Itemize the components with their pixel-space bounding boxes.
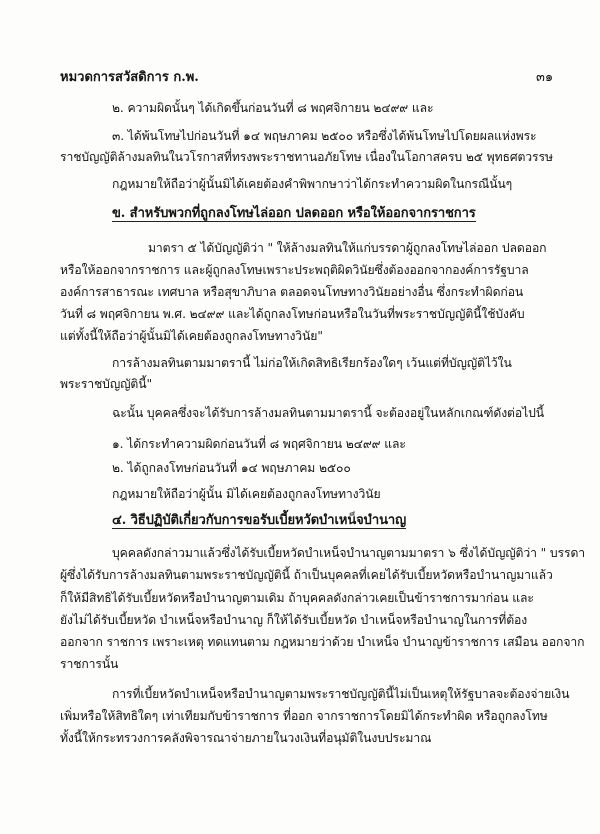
text-line: กฎหมายให้ถือว่าผู้นั้นมิได้เคยต้องคำพิพากษาว่าได้กระทำความผิดในกรณีนั้นๆ [112,177,513,191]
section-title: หมวดการสวัสดิการ ก.พ. [60,70,199,85]
text-line: ราชบัญญัติล้างมลทินในวโรกาสที่ทรงพระราชทานอภัยโทษ เนื่องในโอกาสครบ ๒๕ พุทธศตวรรษ [60,150,553,164]
text-line: องค์การสาธารณะ เทศบาล หรือสุขาภิบาล ตลอดจนโทษทางวินัยอย่างอื่น ซึ่งกระทำผิดก่อน [60,285,524,299]
list-item: ๒. ความผิดนั้นๆ ได้เกิดขึ้นก่อนวันที่ ๘ พฤศจิกายน ๒๔๙๙ และ [112,101,434,115]
text-line: ฉะนั้น บุคคลซึ่งจะได้รับการล้างมลทินตามมาตรานี้ จะต้องอยู่ในหลักเกณฑ์ดังต่อไปนี้ [112,406,544,420]
page-number: ๓๑ [536,70,554,85]
section-heading [112,513,406,529]
text-line: พระราชบัญญัตินี้" [60,377,152,391]
section-heading [112,206,476,222]
text-line: การที่เบี้ยหวัดบำเหน็จหรือบำนาญตามพระราชบัญญัตินี้ไม่เป็นเหตุให้รัฐบาลจะต้องจ่ายเงิน [112,687,570,701]
text-line: บุคคลดังกล่าวมาแล้วซึ่งได้รับเบี้ยหวัดบำเหน็จบำนาญตามมาตรา ๖ ซึ่งได้บัญญัติว่า " บรรดา [112,546,586,560]
text-line: ก็ให้มีสิทธิได้รับเบี้ยหวัดหรือบำนาญตามเดิม ถ้าบุคคลดังกล่าวเคยเป็นข้าราชการมาก่อน และ [60,591,534,605]
text-line: การล้างมลทินตามมาตรานี้ ไม่ก่อให้เกิดสิทธิเรียกร้องใดๆ เว้นแต่ที่บัญญัติไว้ใน [112,356,512,370]
text-line: กฎหมายให้ถือว่าผู้นั้น มิได้เคยต้องถูกลงโทษทางวินัย [112,487,381,501]
text-line: ออกจาก ราชการ เพราะเหตุ ทดแทนตาม กฎหมายว่าด้วย บำเหน็จ บำนาญข้าราชการ เสมือน ออกจาก [60,635,585,649]
text-line: ราชการนั้น [60,657,119,671]
text-line: ทั้งนี้ให้กระทรวงการคลังพิจารณาจ่ายภายในวงเงินที่อนุมัติในงบประมาณ [60,731,432,745]
text-line: ยังไม่ได้รับเบี้ยหวัด บำเหน็จหรือบำนาญ ก็ให้ได้รับเบี้ยหวัด บำเหน็จหรือบำนาญในการที่ต้อง [60,613,528,627]
text-line: หรือให้ออกจากราชการ และผู้ถูกลงโทษเพราะประพฤติผิดวินัยซึ่งต้องออกจากองค์การรัฐบาล [60,263,529,277]
section-heading-text: ข. สำหรับพวกที่ถูกลงโทษไล่ออก ปลดออก หรือให้ออกจากราชการ [112,206,476,221]
section-heading-text: ๔. วิธีปฏิบัติเกี่ยวกับการขอรับเบี้ยหวัดบำเหน็จบำนาญ [112,513,407,528]
list-item: ๒. ได้ถูกลงโทษก่อนวันที่ ๑๔ พฤษภาคม ๒๕๐๐ [112,461,351,475]
text-line: แต่ทั้งนี้ให้ถือว่าผู้นั้นมิได้เคยต้องถูกลงโทษทางวินัย" [60,329,323,343]
list-item: ๑. ได้กระทำความผิดก่อนวันที่ ๘ พฤศจิกายน ๒๔๙๙ และ [112,437,406,451]
text-line: วันที่ ๘ พฤศจิกายน พ.ศ. ๒๔๙๙ และได้ถูกลงโทษก่อนหรือในวันที่พระราชบัญญัตินี้ใช้บังคับ [60,307,525,321]
text-line: ผู้ซึ่งได้รับการล้างมลทินตามพระราชบัญญัตินี้ ถ้าเป็นบุคคลที่เคยได้รับเบี้ยหวัดหรือบำนาญมาแล้ว [60,568,553,582]
text-line: เพิ่มหรือให้สิทธิใดๆ เท่าเทียมกับข้าราชการ ที่ออก จากราชการโดยมิได้กระทำผิด หรือถูกลงโทษ [60,709,548,723]
text-line: มาตรา ๕ ได้บัญญัติว่า " ให้ล้างมลทินให้แก่บรรดาผู้ถูกลงโทษไล่ออก ปลดออก [148,241,547,255]
list-item: ๓. ได้พ้นโทษไปก่อนวันที่ ๑๔ พฤษภาคม ๒๕๐๐ หรือซึ่งได้พ้นโทษไปโดยผลแห่งพระ [112,129,537,143]
